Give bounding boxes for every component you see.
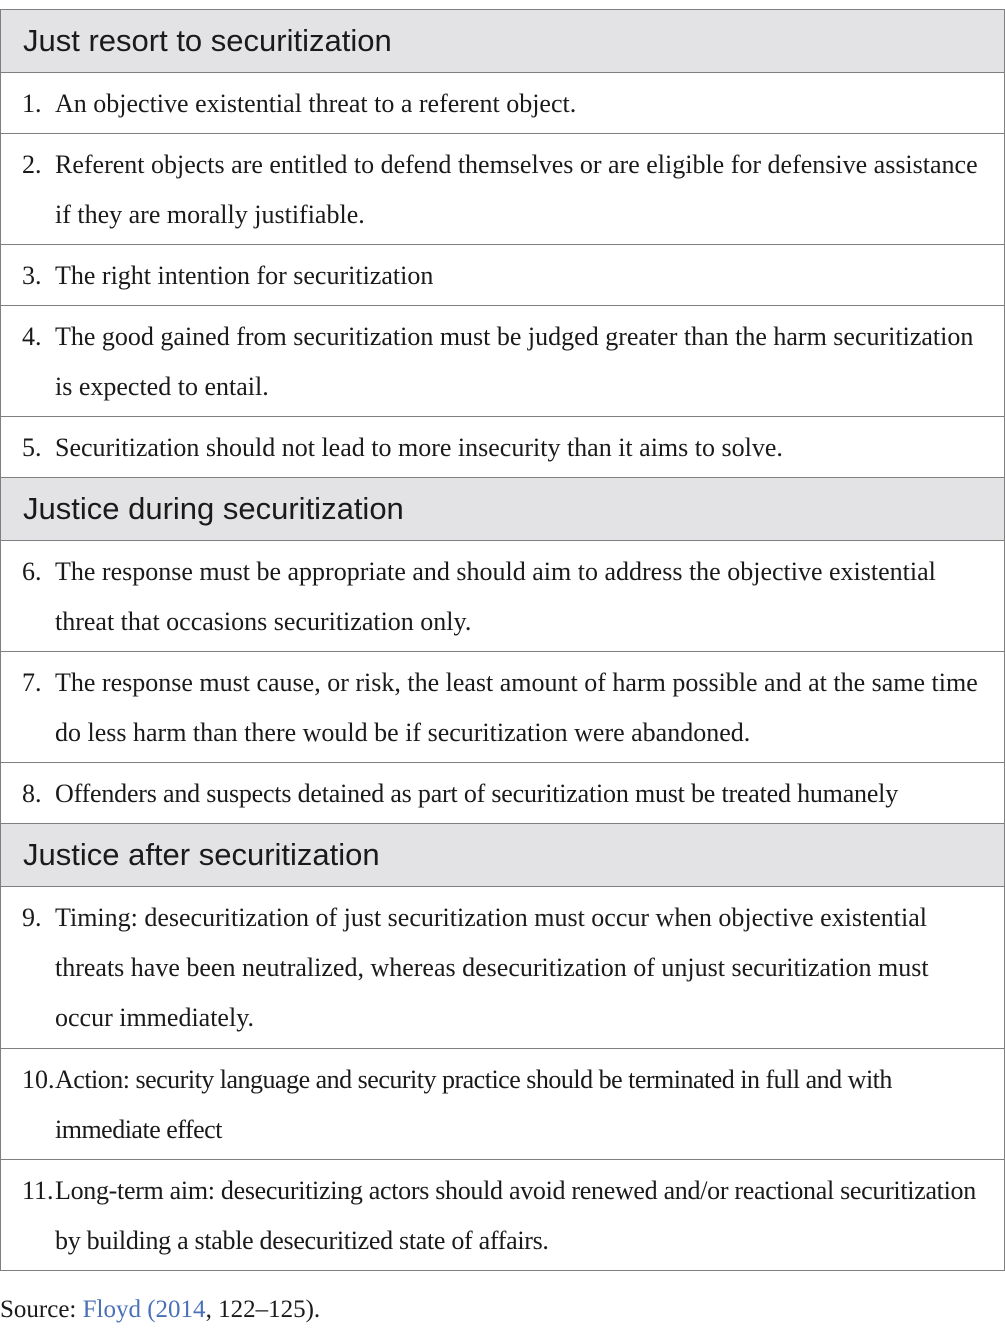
table-row (1, 652, 1004, 763)
table-row (1, 306, 1004, 417)
item-number: 11. (22, 1176, 54, 1205)
item-text: The response must be appropriate and should aim to address the objective existential threat that occasions securitization only. (55, 557, 936, 636)
item-number: 2. (22, 150, 42, 179)
item-number: 3. (22, 261, 42, 290)
item-number: 4. (22, 322, 42, 351)
item-text: Timing: desecuritization of just securitization must occur when objective existential threats have been neutralized, whereas desecuritization of unjust securitization must occur immediately. (55, 903, 929, 1032)
table-row (1, 134, 1004, 245)
item-number: 7. (22, 668, 42, 697)
item-text: Securitization should not lead to more insecurity than it aims to solve. (55, 433, 783, 462)
table-row (1, 1160, 1004, 1271)
section-header-justice-after: Justice after securitization (1, 824, 1004, 887)
table-row (1, 73, 1004, 134)
item-number: 8. (22, 779, 42, 808)
source-suffix: , 122–125). (205, 1296, 321, 1323)
item-number: 9. (22, 903, 42, 932)
item-number: 10. (22, 1065, 55, 1094)
item-text: The right intention for securitization (55, 261, 434, 290)
item-number: 1. (22, 89, 42, 118)
item-text: Offenders and suspects detained as part of securitization must be treated humanely (55, 779, 898, 808)
item-text: An objective existential threat to a referent object. (55, 89, 577, 118)
table-row (1, 1049, 1004, 1160)
table-row (1, 245, 1004, 306)
table-row (1, 541, 1004, 652)
source-note (0, 1292, 320, 1328)
item-text: The good gained from securitization must be judged greater than the harm securitization is expected to entail. (55, 322, 974, 401)
citation-link[interactable]: Floyd (2014 (82, 1296, 206, 1323)
table-row (1, 763, 1004, 824)
section-header-just-resort: Just resort to securitization (1, 10, 1004, 73)
item-text: The response must cause, or risk, the least amount of harm possible and at the same time do less harm than there would be if securitization were abandoned. (55, 668, 978, 747)
table-row (1, 417, 1004, 478)
item-text: Long-term aim: desecuritizing actors should avoid renewed and/or reactional securitization by building a stable desecuritized state of affairs. (55, 1176, 976, 1255)
section-header-justice-during: Justice during securitization (1, 478, 1004, 541)
table-row (1, 887, 1004, 1049)
item-number: 6. (22, 557, 42, 586)
item-number: 5. (22, 433, 42, 462)
criteria-table (0, 9, 1005, 1271)
source-prefix: Source: (0, 1296, 83, 1323)
item-text: Action: security language and security practice should be terminated in full and with immediate effect (55, 1065, 892, 1144)
item-text: Referent objects are entitled to defend themselves or are eligible for defensive assistance if they are morally justifiable. (55, 150, 978, 229)
